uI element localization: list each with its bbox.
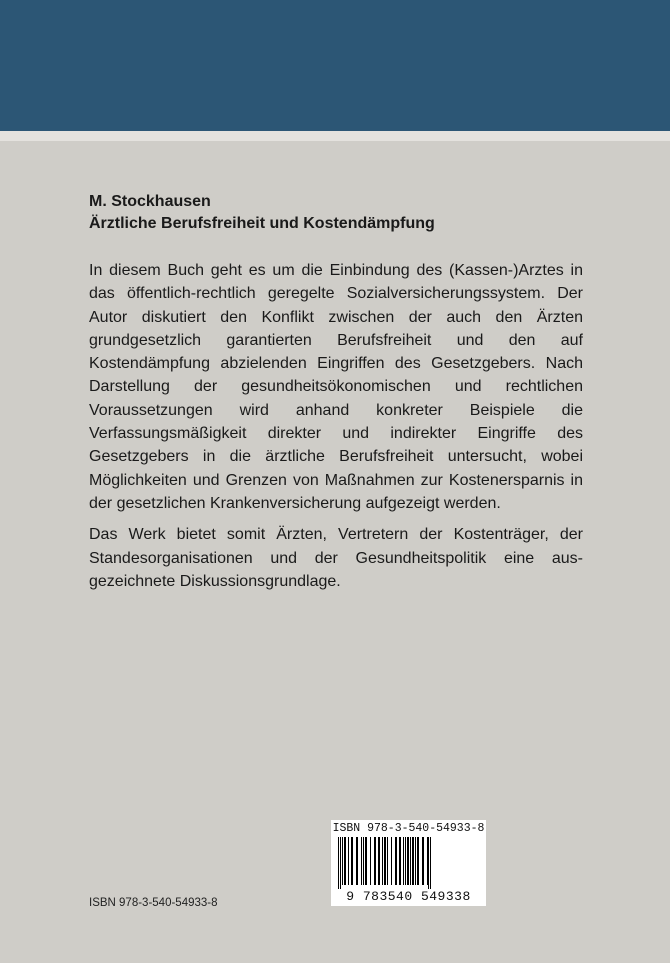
barcode-bar — [356, 837, 358, 885]
isbn-label: ISBN 978-3-540-54933-8 — [89, 897, 218, 909]
barcode-guard-bar — [338, 837, 339, 889]
barcode-bar — [415, 837, 416, 885]
book-title: Ärztliche Berufsfreiheit und Kostendämpfung — [89, 215, 435, 232]
barcode-bar — [382, 837, 383, 885]
barcode-bar — [361, 837, 362, 885]
barcode-icon — [336, 837, 481, 889]
barcode-bar — [342, 837, 343, 885]
barcode-bar — [395, 837, 397, 885]
barcode-guard-bar — [340, 837, 341, 889]
barcode-bar — [427, 837, 428, 885]
top-color-band — [0, 0, 670, 131]
barcode-bar — [351, 837, 353, 885]
barcode-bar — [391, 837, 392, 885]
barcode-bar — [363, 837, 364, 885]
barcode-bar — [387, 837, 388, 885]
barcode-bar — [384, 837, 386, 885]
barcode-bar — [348, 837, 349, 885]
barcode-bar — [403, 837, 404, 885]
barcode-bar — [422, 837, 424, 885]
barcode-digits: 9 783540 549338 — [346, 889, 471, 904]
back-cover-text — [89, 191, 583, 601]
barcode-bar — [410, 837, 411, 885]
band-edge-stripe — [0, 131, 670, 141]
barcode-box — [331, 820, 486, 906]
barcode-bar — [405, 837, 406, 885]
author-name: M. Stockhausen — [89, 193, 211, 210]
abstract-paragraph-1: In diesem Buch geht es um die Einbindung des (Kassen-)Arztes in das öffentlich-rechtlich geregelte Sozialversicherungssystem. Der Autor diskutiert den Konflikt zwischen der auch den Ärzten grundgesetzlich garantierten Berufsfreiheit und den auf Kostendämpfung abzielenden Eingriffen des Gesetzgebers. Nach Darstellung der gesundheitsökonomischen und rechtlichen Voraussetzungen wird anhand konkreter Beispiele die Verfassungsmäßigkeit direkter und indirekter Eingriffe des Gesetzgebers in die ärztliche Berufsfreiheit untersucht, wobei Möglichkeiten und Grenzen von Maßnahmen zur Kostenersparnis in der gesetzlichen Krankenversicherung aufgezeigt werden. — [89, 262, 583, 512]
abstract — [89, 259, 583, 593]
barcode-bar — [417, 837, 419, 885]
barcode-bar — [378, 837, 380, 885]
barcode-bar — [365, 837, 367, 885]
barcode-isbn-label: ISBN 978-3-540-54933-8 — [332, 822, 485, 835]
barcode-bar — [407, 837, 409, 885]
barcode-bar — [344, 837, 346, 885]
barcode-bar — [370, 837, 371, 885]
barcode-bar — [412, 837, 414, 885]
barcode-guard-bar — [428, 837, 429, 889]
abstract-paragraph-2: Das Werk bietet somit Ärzten, Vertretern der Kostenträger, der Standesorganisationen und der Gesundheitspolitik eine ausgezeichnete Diskussionsgrundlage. — [89, 526, 583, 590]
barcode-bar — [374, 837, 376, 885]
barcode-guard-bar — [430, 837, 431, 889]
barcode-bar — [399, 837, 401, 885]
